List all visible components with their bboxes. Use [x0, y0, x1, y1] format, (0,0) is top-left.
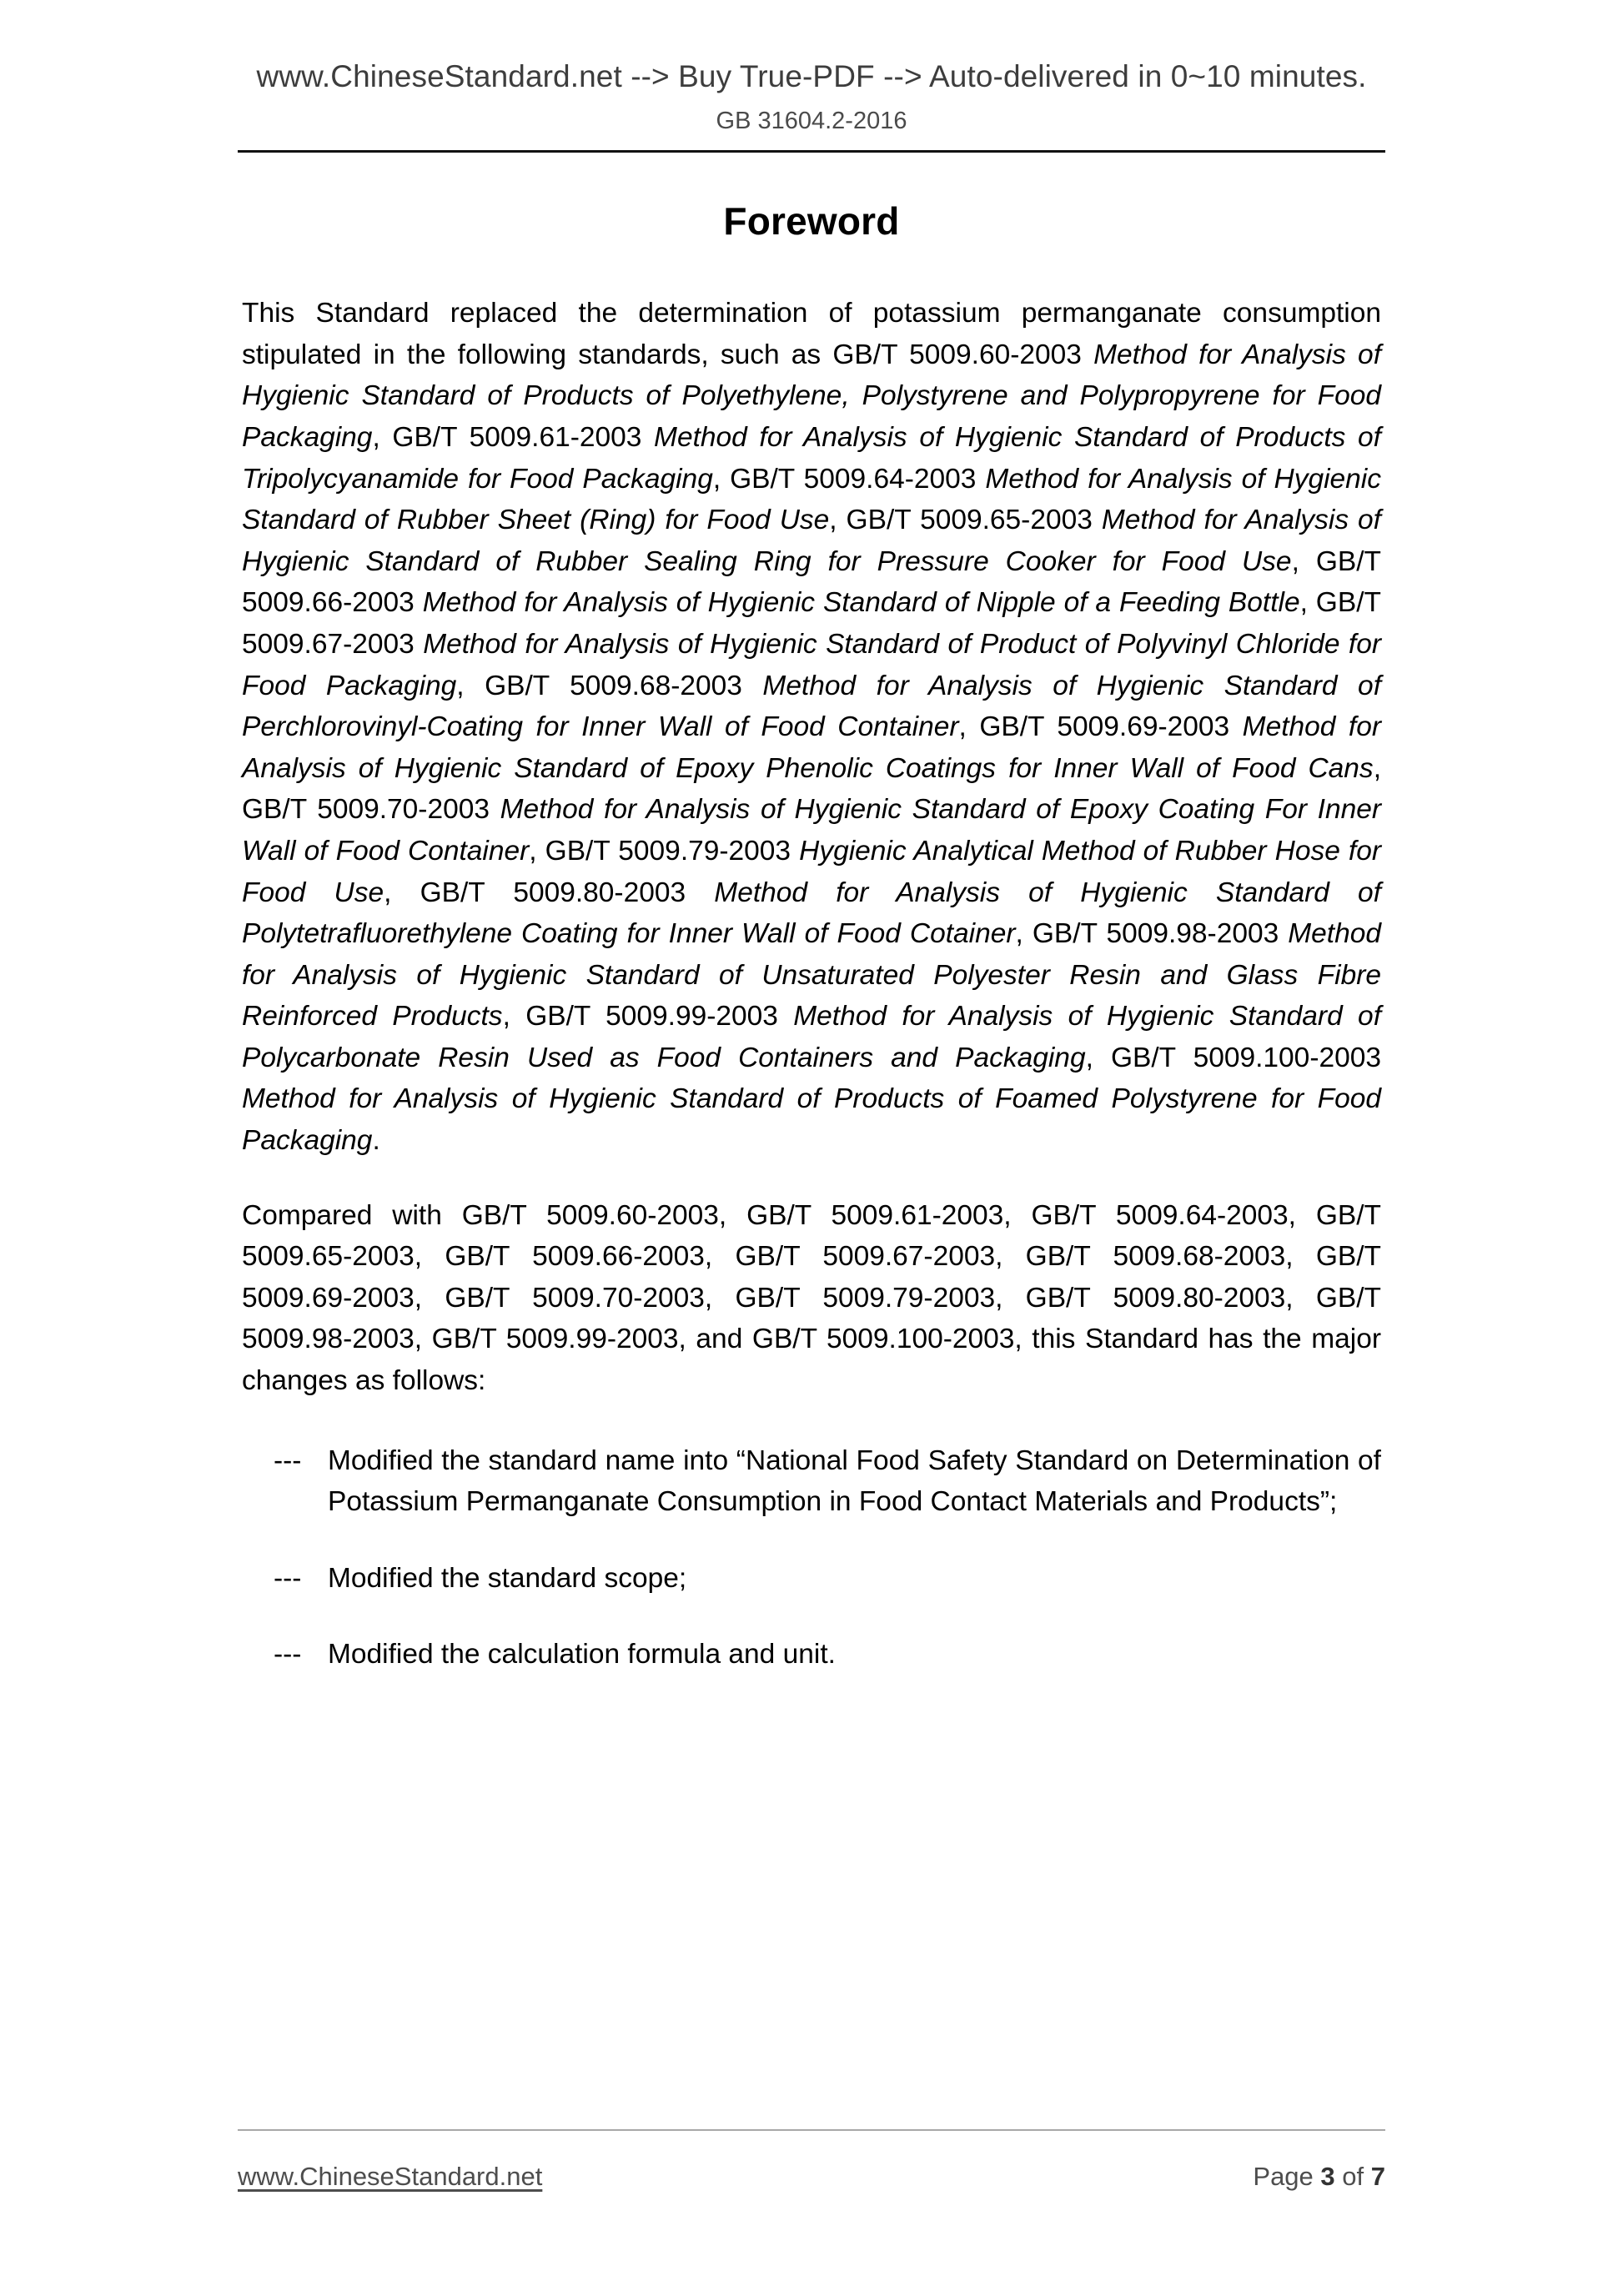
standard-code: GB 31604.2-2016: [716, 108, 907, 135]
paragraph-comparison: Compared with GB/T 5009.60-2003, GB/T 5009.61-2003, GB/T 5009.64-2003, GB/T 5009.65-2003, GB/T 5009.66-2003, GB/T 5009.67-2003, GB/T 5009.68-2003, GB/T 5009.69-2003, GB/T 5009.70-2003, GB/T 5009.79-2003, GB/T 5009.80-2003, GB/T 5009.98-2003, GB/T 5009.99-2003, and GB/T 5009.100-2003, this Standard has the major changes as follows:: [242, 1199, 1381, 1397]
standard-title-italic: Method for Analysis of Hygienic Standard of Epoxy Phenolic Coatings for Inner Wall of Food Cans: [242, 711, 1382, 784]
text-segment: , GB/T 5009.69-2003: [958, 711, 1243, 743]
page-footer: [238, 2162, 1385, 2192]
page-prefix: Page: [1253, 2162, 1321, 2191]
standard-title-italic: Method for Analysis of Hygienic Standard of Polycarbonate Resin Used as Food Containers and Packaging: [242, 1001, 1381, 1073]
document-content: [242, 198, 1381, 1676]
standard-title-italic: Method for Analysis of Hygienic Standard of Rubber Sealing Ring for Pressure Cooker for Food Use: [242, 505, 1381, 577]
text-segment: , GB/T 5009.70-2003: [242, 752, 1381, 826]
text-segment: , GB/T 5009.61-2003: [372, 421, 655, 453]
page-header: [0, 58, 1623, 136]
list-item: [242, 1558, 1381, 1600]
list-item: [242, 1440, 1381, 1523]
standard-title-italic: Method for Analysis of Hygienic Standard of Product of Polyvinyl Chloride for Food Packaging: [242, 628, 1381, 701]
text-segment: , GB/T 5009.68-2003: [456, 670, 763, 701]
text-segment: , GB/T 5009.65-2003: [829, 505, 1102, 536]
list-item: [242, 1634, 1381, 1676]
text-segment: , GB/T 5009.79-2003: [529, 835, 800, 867]
page-title: Foreword: [723, 199, 900, 243]
standard-title-italic: Method for Analysis of Hygienic Standard of Products of Foamed Polystyrene for Food Packaging: [242, 1083, 1381, 1157]
standard-title-italic: Method for Analysis of Hygienic Standard of Perchlorovinyl-Coating for Inner Wall of Food Container: [242, 670, 1381, 743]
standard-title-italic: Method for Analysis of Hygienic Standard of Epoxy Coating For Inner Wall of Food Container: [242, 794, 1381, 867]
text-segment: , GB/T 5009.98-2003: [1015, 918, 1289, 950]
page-total: 7: [1370, 2162, 1385, 2191]
text-segment: , GB/T 5009.99-2003: [502, 1001, 794, 1032]
list-item-label: Modified the standard scope;: [328, 1562, 687, 1594]
list-item-label: Modified the standard name into “National Food Safety Standard on Determination of Potassium Permanganate Consumption in Food Contact Materials and Products”;: [328, 1444, 1381, 1518]
standard-title-italic: Method for Analysis of Hygienic Standard of Rubber Sheet (Ring) for Food Use: [242, 463, 1381, 536]
list-marker: ---: [274, 1562, 302, 1594]
text-segment: , GB/T 5009.64-2003: [712, 463, 986, 495]
text-segment: This Standard replaced the determination of potassium permanganate consumption stipulated in the following standards, such as GB/T 5009.60-2003: [242, 298, 1381, 370]
text-segment: , GB/T 5009.80-2003: [384, 877, 715, 908]
standard-title-italic: Method for Analysis of Hygienic Standard of Products of Polyethylene, Polystyrene and Polypropyrene for Food Packaging: [242, 339, 1381, 453]
text-segment: , GB/T 5009.66-2003: [242, 545, 1381, 619]
page-middle: of: [1334, 2162, 1371, 2191]
text-segment: .: [372, 1125, 380, 1157]
major-changes-list: [242, 1440, 1381, 1676]
list-marker: ---: [274, 1444, 302, 1476]
promo-banner-text: www.ChineseStandard.net --> Buy True-PDF --> Auto-delivered in 0~10 minutes.: [256, 59, 1367, 93]
standard-title-italic: Method for Analysis of Hygienic Standard of Polytetrafluorethylene Coating for Inner Wall of Food Cotainer: [242, 877, 1381, 950]
footer-divider: [238, 2129, 1385, 2131]
page-number-indicator: [1253, 2162, 1385, 2192]
paragraph-replaced-standards: [242, 293, 1381, 1161]
standard-title-italic: Hygienic Analytical Method of Rubber Hose for Food Use: [242, 835, 1381, 908]
page-current: 3: [1320, 2162, 1335, 2191]
list-marker: ---: [274, 1639, 302, 1671]
text-segment: , GB/T 5009.100-2003: [1085, 1042, 1381, 1073]
text-segment: , GB/T 5009.67-2003: [242, 587, 1381, 660]
standard-title-italic: Method for Analysis of Hygienic Standard of Unsaturated Polyester Resin and Glass Fibre Reinforced Products: [242, 918, 1381, 1032]
list-item-label: Modified the calculation formula and unit.: [328, 1639, 836, 1671]
footer-website-link[interactable]: www.ChineseStandard.net: [238, 2162, 543, 2191]
standard-title-italic: Method for Analysis of Hygienic Standard of Nipple of a Feeding Bottle: [422, 587, 1300, 619]
header-divider: [238, 150, 1385, 153]
standard-title-italic: Method for Analysis of Hygienic Standard of Products of Tripolycyanamide for Food Packaging: [242, 421, 1381, 495]
